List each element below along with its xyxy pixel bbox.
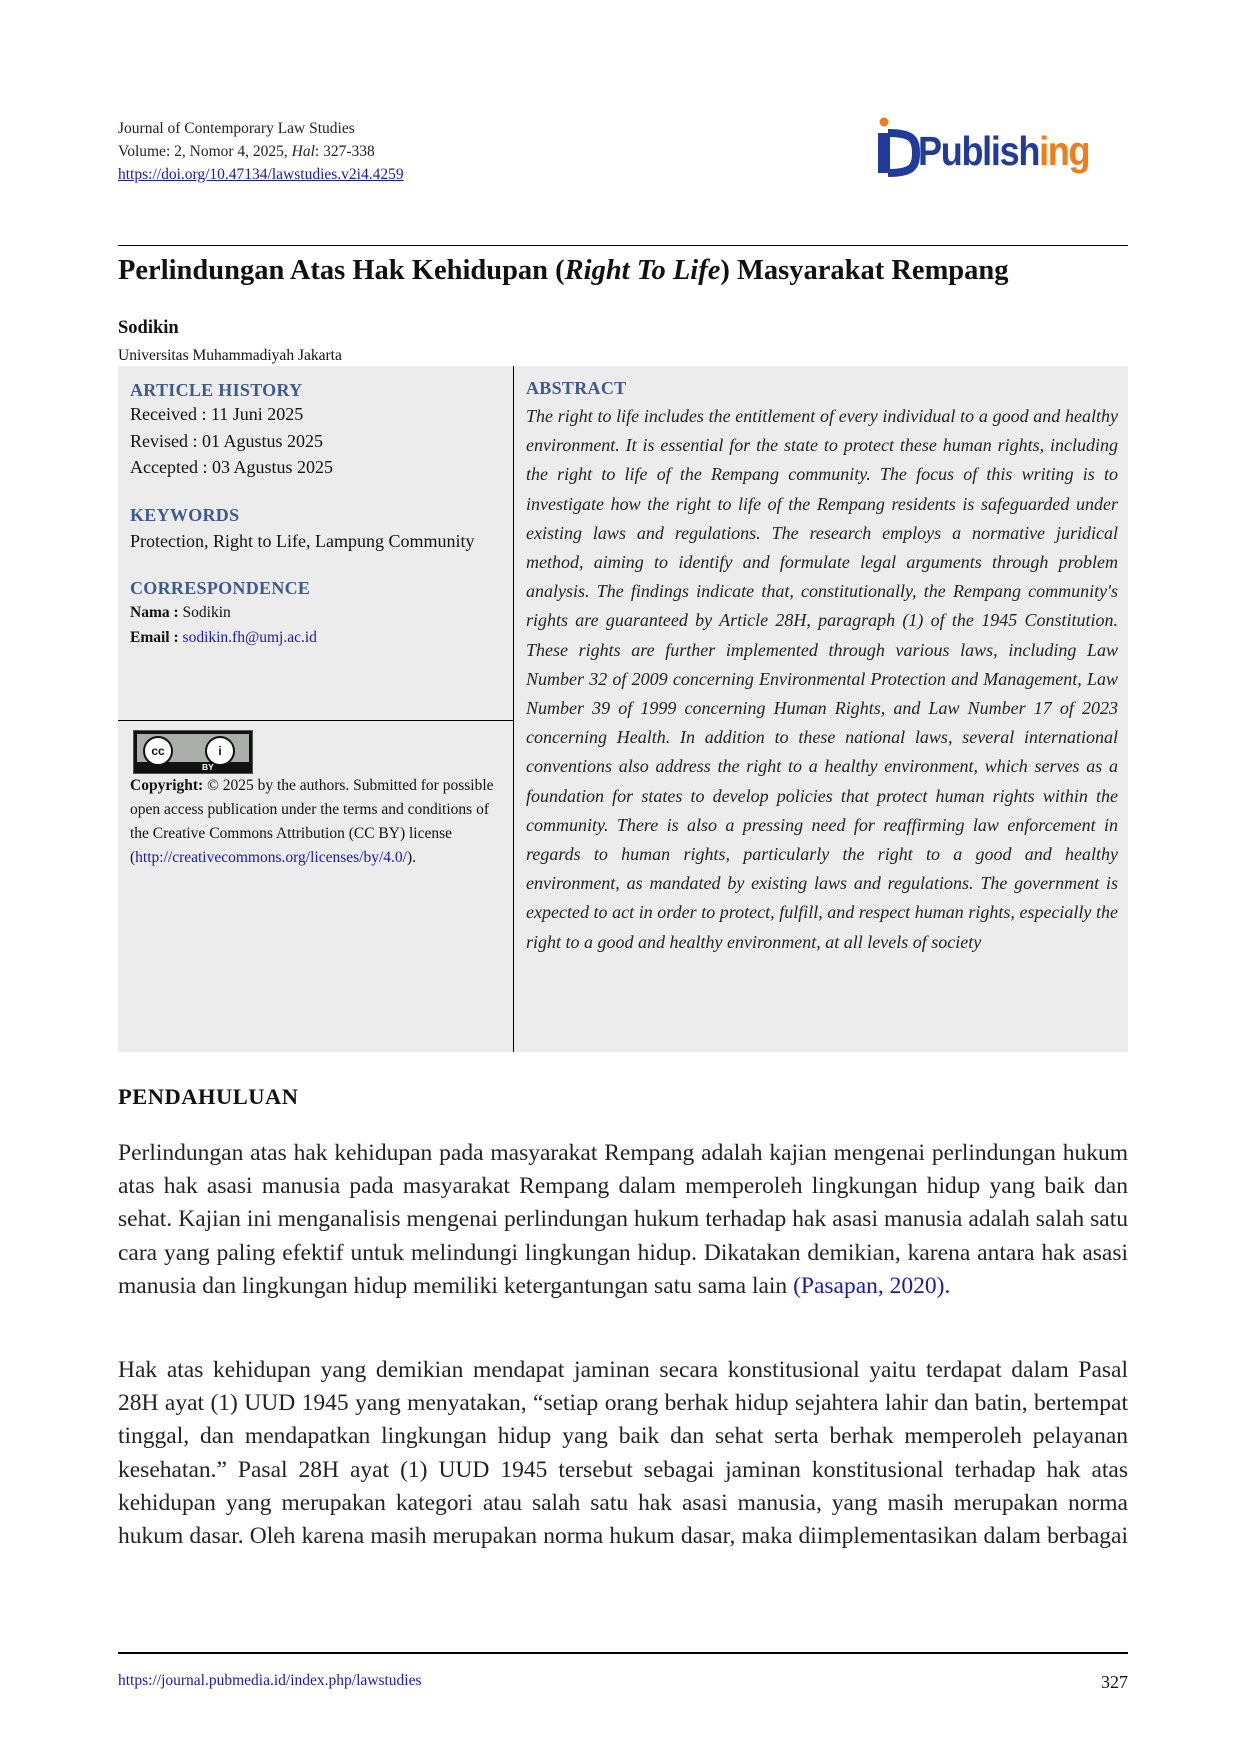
- article-history-heading: ARTICLE HISTORY: [130, 380, 303, 400]
- journal-name: Journal of Contemporary Law Studies: [118, 120, 355, 137]
- cc-icon: cc: [143, 736, 173, 766]
- email-link[interactable]: sodikin.fh@umj.ac.id: [178, 628, 317, 646]
- accepted-date: Accepted : 03 Agustus 2025: [130, 457, 333, 477]
- citation-link[interactable]: (Pasapan, 2020).: [793, 1272, 951, 1299]
- abstract-text: The right to life includes the entitlement of every individual to a good and healthy environment. It is essential for the state to protect these human rights, including the right to life of the Rempang community. The focus of this writing is to investigate how the right to life of the Rempang residents is safeguarded under existing laws and regulations. The research employs a normative juridical method, aiming to identify and formulate legal arguments through problem analysis. The findings indicate that, constitutionally, the Rempang community's rights are guaranteed by Article 28H, paragraph (1) of the 1945 Constitution. These rights are further implemented through various laws, including Law Number 32 of 2009 concerning Environmental Protection and Management, Law Number 39 of 1999 concerning Human Rights, and Law Number 17 of 2023 concerning Health. In addition to these national laws, several international conventions also address the right to a healthy environment, which serves as a foundation for states to develop policies that protect human rights within the community. There is also a pressing need for reaffirming law enforcement in regards to human rights, particularly the right to a good and healthy environment, as mandated by existing laws and regulations. The government is expected to act in order to protect, fulfill, and respect human rights, especially the right to a good and healthy environment, at all levels of society: [526, 406, 1118, 952]
- email-label: Email :: [130, 628, 179, 646]
- volume-text: Volume: 2, Nomor 4, 2025,: [118, 143, 292, 160]
- article-info-left: [130, 380, 505, 650]
- license-link[interactable]: http://creativecommons.org/licenses/by/4.0/: [135, 849, 407, 866]
- correspondence-heading: CORRESPONDENCE: [130, 578, 311, 598]
- name-value: Sodikin: [178, 604, 231, 621]
- section-heading: PENDAHULUAN: [118, 1084, 299, 1109]
- doi-link[interactable]: https://doi.org/10.47134/lawstudies.v2i4.4259: [118, 166, 404, 183]
- by-label: BY: [202, 762, 214, 772]
- panel-divider-vertical: [513, 366, 514, 1052]
- correspondence-details: [130, 601, 505, 650]
- copyright-label: Copyright:: [130, 777, 204, 794]
- copyright-text: © 2025 by the authors. Submitted for possible open access publication under the terms and conditions of the Creative Commons Attribution (CC BY) license: [130, 777, 494, 842]
- journal-volume: [118, 140, 404, 163]
- abstract-section: [526, 378, 1118, 957]
- hal-value: : 327-338: [314, 143, 375, 160]
- logo-icon: [874, 113, 922, 183]
- panel-divider-horizontal: [118, 720, 513, 721]
- page-number: 327: [1101, 1672, 1128, 1692]
- keywords-text: Protection, Right to Life, Lampung Community: [130, 530, 475, 551]
- logo-wordmark: Publishing: [918, 128, 1090, 174]
- footer-journal-link[interactable]: https://journal.pubmedia.id/index.php/lawstudies: [118, 1672, 422, 1689]
- keywords-heading: KEYWORDS: [130, 504, 240, 525]
- author-name: Sodikin: [118, 318, 179, 338]
- article-history: [130, 401, 505, 481]
- body-paragraph-1: Perlindungan atas hak kehidupan pada masyarakat Rempang adalah kajian mengenai perlindungan hukum atas hak asasi manusia pada masyarakat Rempang dalam memperoleh lingkungan hidup yang baik dan sehat. Kajian ini menganalisis mengenai perlindungan hukum terhadap hak asasi manusia adalah salah satu cara yang paling efektif untuk melindungi lingkungan hidup. Dikatakan demikian, karena antara hak asasi manusia dan lingkungan hidup memiliki ketergantungan satu sama lain (Pasapan, 2020).: [118, 1140, 1128, 1299]
- publisher-logo: [874, 113, 1110, 183]
- copyright-notice: Copyright: © 2025 by the authors. Submitted for possible open access publication under the terms and conditions of the Creative Commons Attribution (CC BY) license (http://creativecommons.org/licenses/by/4.0/).: [130, 777, 494, 866]
- attribution-icon: i: [205, 736, 235, 766]
- body-paragraph-2: Hak atas kehidupan yang demikian mendapat jaminan secara konstitusional yaitu terdapat dalam Pasal 28H ayat (1) UUD 1945 yang menyatakan, “setiap orang berhak hidup sejahtera lahir dan batin, bertempat tinggal, dan mendapatkan lingkungan hidup yang baik dan sehat serta berhak memperoleh pelayanan kesehatan.” Pasal 28H ayat (1) UUD 1945 tersebut sebagai jaminan konstitusional terhadap hak atas kehidupan yang merupakan kategori atau salah satu hak asasi manusia, yang masih merupakan norma hukum dasar. Oleh karena masih merupakan norma hukum dasar, maka diimplementasikan dalam berbagai: [118, 1357, 1128, 1550]
- revised-date: Revised : 01 Agustus 2025: [130, 430, 324, 451]
- name-label: Nama :: [130, 604, 179, 621]
- cc-by-license-icon[interactable]: [133, 730, 253, 774]
- journal-meta: [118, 117, 404, 186]
- author-affiliation: Universitas Muhammadiyah Jakarta: [118, 347, 342, 364]
- abstract-heading: ABSTRACT: [526, 378, 627, 398]
- received-date: Received : 11 Juni 2025: [130, 404, 304, 424]
- header-rule: [118, 245, 1128, 246]
- hal-label: Hal: [291, 143, 315, 160]
- footer-rule: [118, 1652, 1128, 1654]
- paper-title: Perlindungan Atas Hak Kehidupan (Right To Life) Masyarakat Rempang: [118, 255, 1009, 286]
